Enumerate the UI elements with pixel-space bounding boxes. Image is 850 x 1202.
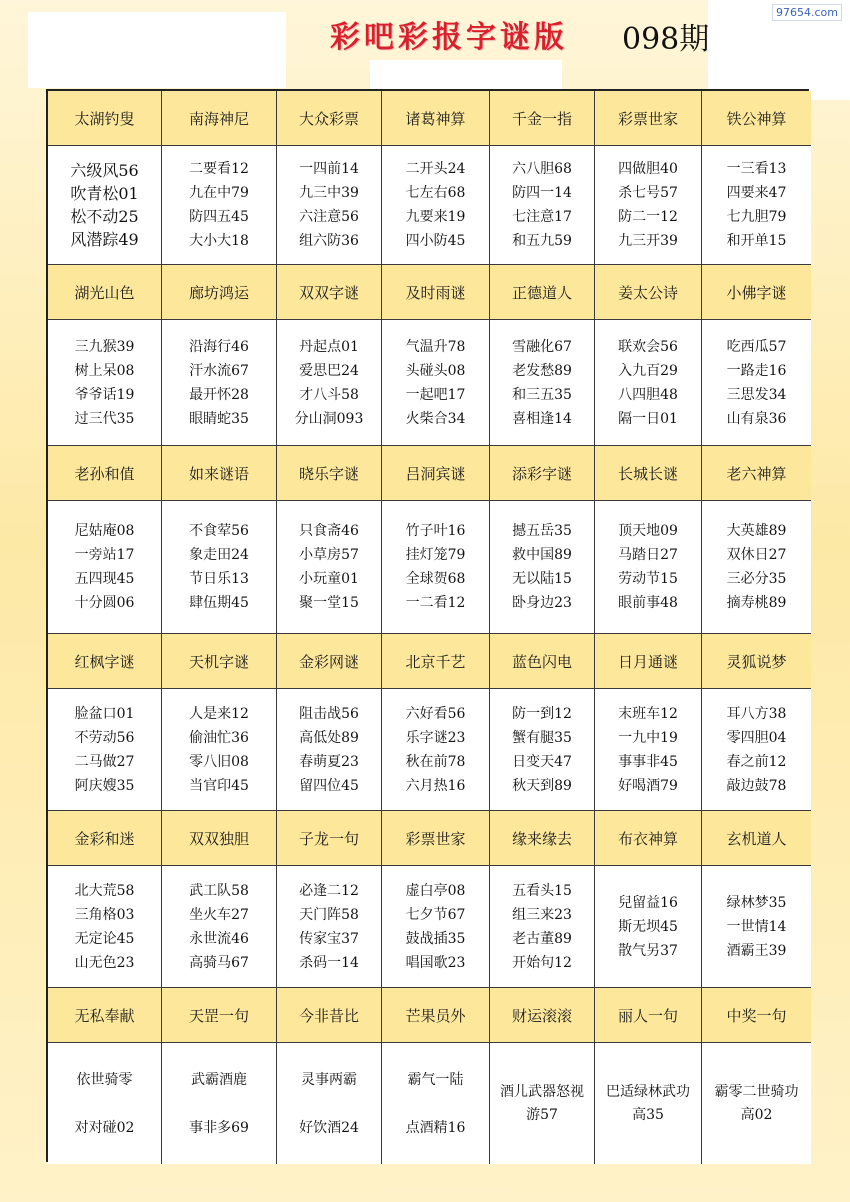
column-header-label: 老孙和值: [74, 464, 135, 483]
column-header-label: 姜太公诗: [617, 283, 678, 302]
riddle-line: 一世情14: [726, 918, 787, 935]
riddle-line: 只食斋46: [299, 523, 359, 539]
column-header-label: 今非昔比: [298, 1006, 359, 1025]
riddle-line: 挂灯笼79: [405, 547, 466, 563]
riddle-cell: [48, 1043, 162, 1164]
riddle-line: 巴适绿林武功高35: [606, 1083, 690, 1123]
riddle-line: 聚一堂15: [299, 595, 359, 611]
riddle-line: 末班车12: [618, 705, 678, 722]
column-header-label: 添彩字谜: [511, 464, 572, 483]
riddle-line: 虚白亭08: [405, 882, 466, 899]
riddle-line: 九在中79: [189, 185, 249, 201]
riddle-cell: [48, 866, 162, 988]
riddle-line: 吹青松01: [70, 184, 139, 203]
riddle-line: 一九中19: [618, 729, 678, 746]
riddle-cell: [702, 501, 811, 634]
riddle-cell: [162, 501, 277, 634]
column-header-label: 小佛字谜: [726, 283, 787, 302]
riddle-line: 山无色23: [74, 954, 135, 971]
riddle-line: 酒儿武器怒视游57: [500, 1083, 584, 1123]
riddle-cell: [162, 320, 277, 446]
riddle-line: 三思发34: [726, 386, 787, 403]
riddle-line: 双休日27: [726, 547, 787, 563]
riddle-line: 过三代35: [74, 410, 135, 427]
column-header-label: 大众彩票: [298, 109, 359, 128]
riddle-line: 七九胆79: [726, 209, 787, 225]
riddle-line: 一三看13: [726, 161, 787, 177]
riddle-line: 大英雄89: [726, 523, 787, 539]
riddle-cell: [48, 689, 162, 811]
riddle-line: 丹起点01: [299, 338, 359, 355]
column-header: [277, 811, 382, 866]
column-header-label: 吕洞宾谜: [405, 464, 466, 483]
riddle-cell: [490, 146, 595, 265]
riddle-line: 兒留益16: [618, 894, 678, 911]
riddle-line: 零四胆04: [726, 729, 787, 746]
riddle-line: 撼五岳35: [512, 523, 572, 539]
riddle-line: 尼姑庵08: [74, 523, 135, 539]
column-header-label: 如来谜语: [188, 464, 249, 483]
column-header: [702, 265, 811, 320]
column-header: [490, 91, 595, 146]
column-header: [595, 265, 702, 320]
riddle-line: 劳动节15: [618, 571, 678, 587]
column-header: [277, 91, 382, 146]
column-header: [162, 988, 277, 1043]
riddle-line: 霸零二世骑功高02: [714, 1083, 799, 1123]
column-header-label: 双双独胆: [188, 829, 249, 848]
column-header: [277, 446, 382, 501]
riddle-line: 不劳动56: [74, 729, 135, 746]
riddle-line: 四做胆40: [618, 161, 678, 177]
riddle-cell: [490, 501, 595, 634]
column-header: [162, 265, 277, 320]
riddle-line: 九三开39: [618, 233, 678, 249]
riddle-line: 汗水流67: [189, 362, 249, 379]
riddle-cell: [382, 1043, 490, 1164]
riddle-line: 杀七号57: [618, 185, 678, 201]
riddle-line: 无以陆15: [512, 571, 572, 587]
riddle-line: 不食荤56: [189, 523, 249, 539]
column-header-label: 老六神算: [726, 464, 787, 483]
riddle-line: 摘寿桃89: [726, 595, 787, 611]
riddle-line: 秋在前78: [405, 753, 466, 770]
riddle-line: 无定论45: [74, 930, 135, 947]
column-header: [48, 634, 162, 689]
column-header-label: 千金一指: [511, 109, 572, 128]
riddle-line: 秋天到89: [512, 777, 572, 794]
riddle-line: 永世流46: [189, 930, 249, 947]
riddle-line: 救中国89: [512, 547, 572, 563]
riddle-line: 老古董89: [512, 930, 572, 947]
column-header: [702, 988, 811, 1043]
riddle-line: 人是来12: [189, 705, 249, 722]
white-mask-left: [28, 12, 286, 88]
riddle-line: 高低处89: [299, 729, 359, 746]
column-header-label: 天机字谜: [188, 652, 249, 671]
riddle-line: 防四一14: [512, 185, 572, 201]
riddle-line: 零八旧08: [189, 753, 249, 770]
riddle-line: 和三五35: [512, 386, 572, 403]
riddle-cell: [595, 146, 702, 265]
riddle-line: 酒霸王39: [726, 942, 787, 959]
riddle-cell: [277, 501, 382, 634]
column-header: [490, 988, 595, 1043]
riddle-line: 四要来47: [726, 185, 787, 201]
column-header: [382, 811, 490, 866]
riddle-line: 七注意17: [512, 209, 572, 225]
riddle-line: 四小防45: [405, 233, 466, 249]
column-header: [382, 988, 490, 1043]
riddle-line: 鼓战插35: [405, 930, 466, 947]
riddle-line: 点酒精16: [405, 1119, 466, 1136]
column-header-label: 长城长谜: [617, 464, 678, 483]
riddle-line: 防一到12: [512, 705, 572, 722]
riddle-cell: [162, 866, 277, 988]
column-header: [490, 634, 595, 689]
riddle-line: 偷油忙36: [189, 729, 249, 746]
riddle-line: 灵事两霸: [301, 1071, 357, 1088]
riddle-line: 树上呆08: [74, 362, 135, 379]
riddle-line: 和五九59: [512, 233, 572, 249]
riddle-cell: [382, 501, 490, 634]
column-header: [382, 91, 490, 146]
column-header-label: 中奖一句: [726, 1006, 787, 1025]
column-header: [382, 265, 490, 320]
riddle-cell: [490, 689, 595, 811]
column-header-label: 彩票世家: [617, 109, 678, 128]
column-header-label: 诸葛神算: [405, 109, 466, 128]
riddle-line: 风潜踪49: [70, 230, 139, 249]
site-watermark: 97654.com: [772, 4, 842, 21]
riddle-line: 六级风56: [70, 161, 139, 180]
riddle-line: 杀码一14: [299, 954, 359, 971]
riddle-line: 竹子叶16: [405, 523, 466, 539]
column-header: [48, 811, 162, 866]
riddle-line: 六月热16: [405, 777, 466, 794]
riddle-line: 天门阵58: [299, 906, 359, 923]
riddle-line: 爱思巴24: [299, 362, 359, 379]
column-header: [595, 446, 702, 501]
riddle-line: 一旁站17: [74, 547, 135, 563]
column-header-label: 天罡一句: [188, 1006, 249, 1025]
column-header: [490, 811, 595, 866]
riddle-line: 坐火车27: [189, 906, 249, 923]
riddle-line: 二要看12: [189, 161, 249, 177]
riddle-cell: [490, 320, 595, 446]
riddle-cell: [595, 1043, 702, 1164]
riddle-line: 依世骑零: [76, 1071, 133, 1088]
riddle-line: 事事非45: [618, 753, 678, 770]
riddle-line: 敲边鼓78: [726, 777, 787, 794]
riddle-line: 小草房57: [299, 547, 359, 563]
riddle-cell: [702, 866, 811, 988]
riddle-line: 六注意56: [299, 209, 359, 225]
riddle-cell: [162, 146, 277, 265]
riddle-line: 十分圆06: [74, 595, 135, 611]
riddle-line: 霸气一陆: [407, 1071, 464, 1088]
riddle-line: 六八胆68: [512, 161, 572, 177]
riddle-cell: [162, 1043, 277, 1164]
riddle-table: [46, 89, 809, 1162]
riddle-line: 绿林梦35: [726, 894, 787, 911]
riddle-line: 脸盆口01: [74, 705, 135, 722]
riddle-line: 武工队58: [189, 882, 249, 899]
riddle-line: 眼前事48: [618, 595, 678, 611]
riddle-line: 北大荒58: [74, 882, 135, 899]
column-header-label: 及时雨谜: [405, 283, 466, 302]
riddle-cell: [277, 1043, 382, 1164]
riddle-line: 气温升78: [405, 338, 466, 355]
riddle-cell: [595, 866, 702, 988]
riddle-line: 七左右68: [405, 185, 466, 201]
riddle-line: 蟹有腿35: [512, 729, 572, 746]
riddle-line: 八四胆48: [618, 386, 678, 403]
column-header-label: 廊坊鸿运: [188, 283, 249, 302]
riddle-line: 节日乐13: [189, 571, 249, 587]
riddle-cell: [162, 689, 277, 811]
riddle-line: 隔一日01: [618, 410, 678, 427]
riddle-line: 火柴合34: [405, 410, 466, 427]
column-header-label: 缘来缘去: [511, 829, 572, 848]
riddle-line: 九三中39: [299, 185, 359, 201]
riddle-line: 五看头15: [512, 882, 572, 899]
column-header-label: 布衣神算: [617, 829, 678, 848]
riddle-cell: [48, 320, 162, 446]
column-header: [48, 91, 162, 146]
column-header-label: 玄机道人: [726, 829, 787, 848]
column-header: [162, 446, 277, 501]
riddle-line: 五四现45: [74, 571, 135, 587]
column-header-label: 财运滚滚: [511, 1006, 572, 1025]
riddle-line: 一二看12: [405, 595, 466, 611]
column-header-label: 彩票世家: [405, 829, 466, 848]
riddle-line: 组三来23: [512, 906, 572, 923]
riddle-line: 山有泉36: [726, 410, 787, 427]
riddle-cell: [702, 146, 811, 265]
riddle-line: 松不动25: [70, 207, 139, 226]
riddle-line: 三九猴39: [74, 338, 135, 355]
riddle-line: 和开单15: [726, 233, 787, 249]
column-header: [490, 446, 595, 501]
column-header-label: 铁公神算: [726, 109, 787, 128]
column-header: [277, 634, 382, 689]
riddle-line: 开始句12: [512, 954, 572, 971]
riddle-line: 唱国歌23: [405, 954, 466, 971]
riddle-line: 九要来19: [405, 209, 466, 225]
column-header-label: 无私奉献: [74, 1006, 135, 1025]
riddle-line: 防二一12: [618, 209, 678, 225]
riddle-cell: [702, 689, 811, 811]
column-header-label: 日月通谜: [617, 652, 678, 671]
column-header-label: 双双字谜: [298, 283, 359, 302]
riddle-line: 留四位45: [299, 777, 359, 794]
riddle-line: 春萌夏23: [299, 753, 359, 770]
riddle-line: 顶天地09: [618, 523, 678, 539]
riddle-line: 头碰头08: [405, 362, 466, 379]
riddle-line: 二开头24: [405, 161, 466, 177]
column-header: [382, 446, 490, 501]
riddle-line: 当官印45: [189, 777, 249, 794]
riddle-line: 三必分35: [726, 571, 787, 587]
riddle-line: 阻击战56: [299, 705, 359, 722]
riddle-line: 分山洞093: [294, 410, 364, 427]
column-header: [702, 811, 811, 866]
riddle-line: 一路走16: [726, 362, 787, 379]
riddle-line: 耳八方38: [726, 705, 787, 722]
riddle-line: 必逢二12: [299, 882, 359, 899]
riddle-cell: [595, 320, 702, 446]
riddle-line: 好喝酒79: [618, 777, 678, 794]
riddle-cell: [382, 146, 490, 265]
riddle-cell: [277, 866, 382, 988]
column-header-label: 湖光山色: [74, 283, 135, 302]
riddle-line: 一四前14: [299, 161, 359, 177]
column-header-label: 灵狐说梦: [726, 652, 787, 671]
riddle-line: 防四五45: [189, 209, 249, 225]
riddle-line: 老发愁89: [512, 362, 572, 379]
riddle-cell: [382, 689, 490, 811]
column-header: [48, 265, 162, 320]
riddle-line: 六好看56: [405, 705, 466, 722]
column-header-label: 丽人一句: [617, 1006, 678, 1025]
riddle-line: 组六防36: [299, 233, 359, 249]
riddle-line: 联欢会56: [618, 338, 678, 355]
riddle-line: 对对碰02: [74, 1119, 135, 1136]
riddle-cell: [277, 320, 382, 446]
riddle-line: 沿海行46: [189, 338, 249, 355]
riddle-line: 传家宝37: [299, 930, 359, 947]
column-header: [595, 988, 702, 1043]
riddle-line: 武霸酒鹿: [191, 1071, 247, 1088]
riddle-cell: [277, 146, 382, 265]
column-header: [595, 91, 702, 146]
column-header: [595, 811, 702, 866]
riddle-cell: [595, 501, 702, 634]
riddle-line: 肆伍期45: [189, 595, 249, 611]
column-header: [382, 634, 490, 689]
column-header-label: 金彩和迷: [74, 829, 135, 848]
riddle-line: 最开怀28: [189, 386, 249, 403]
column-header: [702, 91, 811, 146]
riddle-cell: [490, 1043, 595, 1164]
column-header: [595, 634, 702, 689]
riddle-line: 象走田24: [189, 547, 249, 563]
column-header: [162, 91, 277, 146]
riddle-line: 三角格03: [74, 906, 135, 923]
column-header-label: 太湖钓叟: [74, 109, 135, 128]
riddle-cell: [702, 1043, 811, 1164]
riddle-line: 斯无坝45: [618, 918, 678, 935]
riddle-line: 爷爷话19: [74, 386, 135, 403]
white-mask-center: [370, 60, 562, 90]
column-header-label: 正德道人: [511, 283, 572, 302]
riddle-line: 小玩童01: [299, 571, 359, 587]
riddle-line: 二马做27: [74, 753, 135, 770]
column-header: [702, 446, 811, 501]
riddle-line: 才八斗58: [299, 386, 359, 403]
column-header: [702, 634, 811, 689]
column-header-label: 金彩网谜: [298, 652, 359, 671]
riddle-line: 日变天47: [512, 753, 572, 770]
riddle-line: 卧身边23: [512, 595, 572, 611]
riddle-line: 阿庆嫂35: [74, 777, 135, 794]
riddle-cell: [382, 866, 490, 988]
riddle-cell: [48, 501, 162, 634]
column-header-label: 晓乐字谜: [298, 464, 359, 483]
riddle-line: 入九百29: [618, 362, 678, 379]
riddle-line: 吃西瓜57: [726, 338, 787, 355]
riddle-cell: [48, 146, 162, 265]
issue-number: 098期: [622, 22, 710, 57]
riddle-line: 事非多69: [189, 1119, 249, 1136]
column-header-label: 南海神尼: [188, 109, 249, 128]
column-header-label: 蓝色闪电: [511, 652, 572, 671]
column-header-label: 北京千艺: [405, 652, 466, 671]
riddle-cell: [490, 866, 595, 988]
column-header: [48, 446, 162, 501]
riddle-line: 大小大18: [189, 233, 249, 249]
riddle-line: 喜相逢14: [512, 410, 572, 427]
riddle-line: 眼睛蛇35: [189, 410, 249, 427]
column-header-label: 子龙一句: [298, 829, 359, 848]
column-header: [277, 988, 382, 1043]
riddle-line: 春之前12: [726, 753, 787, 770]
riddle-line: 散气另37: [618, 942, 678, 959]
riddle-line: 马踏日27: [618, 547, 678, 563]
column-header: [490, 265, 595, 320]
riddle-cell: [382, 320, 490, 446]
riddle-line: 全球贺68: [405, 571, 466, 587]
column-header: [277, 265, 382, 320]
column-header: [162, 811, 277, 866]
column-header-label: 红枫字谜: [74, 652, 135, 671]
riddle-line: 乐字谜23: [405, 729, 466, 746]
riddle-cell: [702, 320, 811, 446]
riddle-line: 一起吧17: [405, 386, 466, 403]
riddle-line: 高骑马67: [189, 954, 249, 971]
column-header-label: 芒果员外: [405, 1006, 466, 1025]
riddle-cell: [277, 689, 382, 811]
page-title: 彩吧彩报字谜版: [330, 20, 568, 55]
column-header: [162, 634, 277, 689]
riddle-line: 好饮酒24: [299, 1119, 359, 1136]
riddle-cell: [595, 689, 702, 811]
column-header: [48, 988, 162, 1043]
riddle-line: 雪融化67: [512, 338, 572, 355]
riddle-line: 七夕节67: [405, 906, 466, 923]
